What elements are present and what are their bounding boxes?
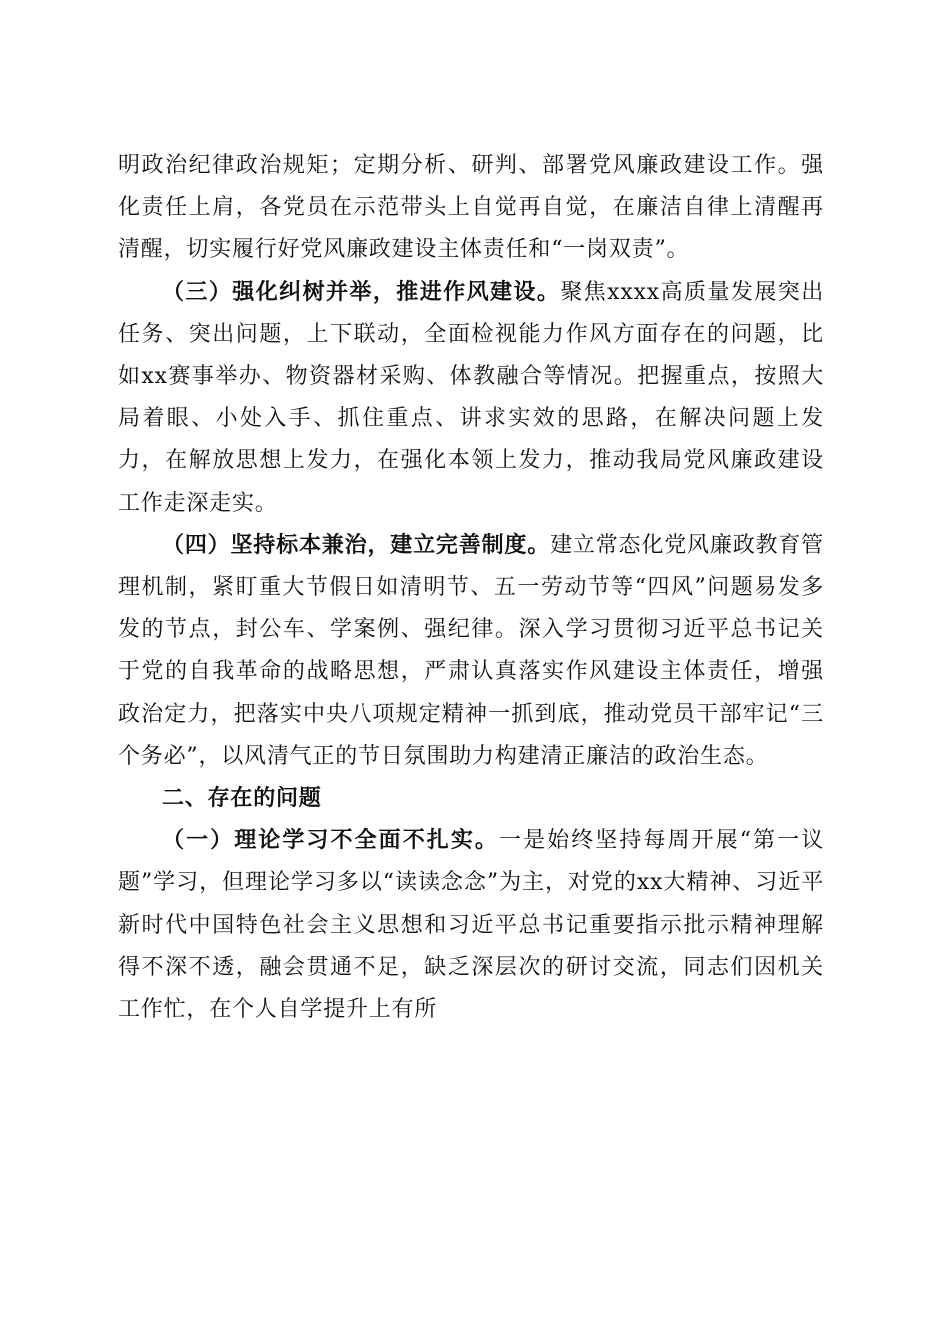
paragraph-problem-1-text: 一是始终坚持每周开展“第一议题”学习，但理论学习多以“读读念念”为主，对党的xx大精神、习近平新时代中国特色社会主义思想和习近平总书记重要指示批示精神理解得不深不透，融会贯通不足，缺乏深层次的研讨交流，同志们因机关工作忙，在个人自学提升上有所: [118, 828, 824, 1023]
paragraph-section-4: [118, 525, 824, 778]
paragraph-section-3-lead: （三）强化纠树并举，推进作风建设。: [162, 279, 561, 305]
paragraph-section-3-text: 聚焦xxxx高质量发展突出任务、突出问题，上下联动，全面检视能力作风方面存在的问题，比如xx赛事举办、物资器材采购、体教融合等情况。把握重点，按照大局着眼、小处入手、抓住重点、讲求实效的思路，在解决问题上发力，在解放思想上发力，在强化本领上发力，推动我局党风廉政建设工作走深走实。: [118, 279, 825, 516]
paragraph-section-4-text: 建立常态化党风廉政教育管理机制，紧盯重大节假日如清明节、五一劳动节等“四风”问题易发多发的节点，封公车、学案例、强纪律。深入学习贯彻习近平总书记关于党的自我革命的战略思想，严肃认真落实作风建设主体责任，增强政治定力，把落实中央八项规定精神一抓到底，推动党员干部牢记“三个务必”，以风清气正的节日氛围助力构建清正廉洁的政治生态。: [118, 532, 824, 769]
paragraph-problem-1-lead: （一）理论学习不全面不扎实。: [162, 828, 500, 854]
paragraph-section-4-lead: （四）坚持标本兼治，建立完善制度。: [162, 532, 551, 558]
paragraph-problem-1: [118, 820, 824, 1031]
paragraph-continued-text: 明政治纪律政治规矩；定期分析、研判、部署党风廉政建设工作。强化责任上肩，各党员在示范带头上自觉再自觉，在廉洁自律上清醒再清醒，切实履行好党风廉政建设主体责任和“一岗双责”。: [118, 153, 824, 263]
document-page: [118, 145, 824, 1031]
paragraph-section-3: [118, 272, 824, 525]
paragraph-continued: [118, 145, 824, 272]
section-heading-problems: 二、存在的问题: [162, 786, 322, 812]
